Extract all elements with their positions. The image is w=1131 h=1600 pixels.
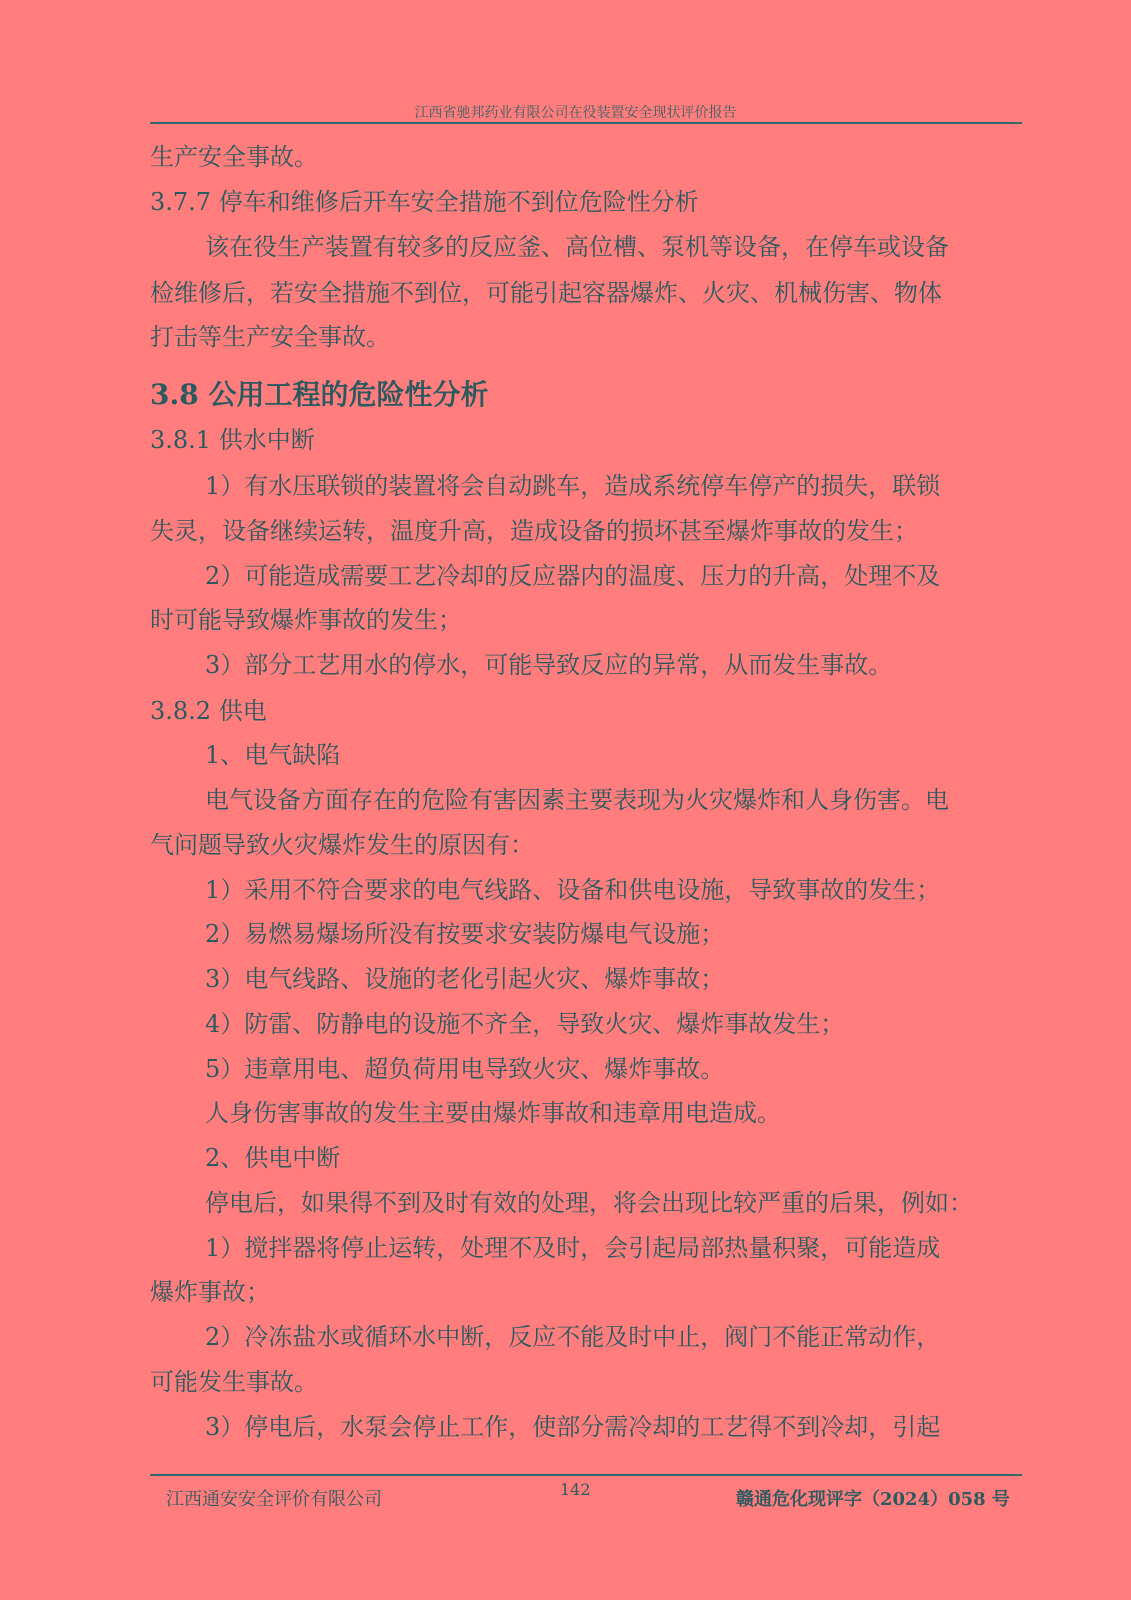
paragraph-line: 2）易燃易爆场所没有按要求安装防爆电气设施； [205, 920, 725, 948]
footer-document-number: 赣通危化现评字（2024）058 号 [736, 1489, 1010, 1510]
paragraph-line: 2）可能造成需要工艺冷却的反应器内的温度、压力的升高，处理不及 [205, 562, 941, 590]
paragraph-line: 1）采用不符合要求的电气线路、设备和供电设施，导致事故的发生； [205, 876, 941, 904]
section-heading-3-8-1: 3.8.1 供水中断 [150, 426, 315, 454]
paragraph-line: 停电后，如果得不到及时有效的处理，将会出现比较严重的后果，例如： [205, 1189, 973, 1217]
paragraph-line: 失灵，设备继续运转，温度升高，造成设备的损坏甚至爆炸事故的发生； [150, 517, 918, 545]
footer-company: 江西通安安全评价有限公司 [166, 1489, 382, 1510]
paragraph-line: 3）停电后，水泵会停止工作，使部分需冷却的工艺得不到冷却，引起 [205, 1413, 941, 1441]
paragraph-line: 2）冷冻盐水或循环水中断，反应不能及时中止，阀门不能正常动作， [205, 1323, 941, 1351]
document-body [150, 0, 1022, 1600]
paragraph-line: 3）电气线路、设施的老化引起火灾、爆炸事故； [205, 965, 725, 993]
paragraph-line: 检维修后，若安全措施不到位，可能引起容器爆炸、火灾、机械伤害、物体 [150, 279, 942, 307]
paragraph-line: 人身伤害事故的发生主要由爆炸事故和违章用电造成。 [205, 1099, 781, 1127]
page-number: 142 [560, 1480, 591, 1499]
paragraph-line: 气问题导致火灾爆炸发生的原因有： [150, 831, 534, 859]
paragraph-line: 电气设备方面存在的危险有害因素主要表现为火灾爆炸和人身伤害。电 [205, 786, 949, 814]
paragraph-line: 可能发生事故。 [150, 1368, 318, 1396]
paragraph-line: 生产安全事故。 [150, 143, 318, 171]
paragraph-line: 1、电气缺陷 [205, 741, 341, 769]
paragraph-line: 3）部分工艺用水的停水，可能导致反应的异常，从而发生事故。 [205, 651, 893, 679]
paragraph-line: 1）搅拌器将停止运转，处理不及时，会引起局部热量积聚，可能造成 [205, 1234, 941, 1262]
section-heading-3-8-2: 3.8.2 供电 [150, 697, 267, 725]
paragraph-line: 打击等生产安全事故。 [150, 323, 390, 351]
paragraph-line: 该在役生产装置有较多的反应釜、高位槽、泵机等设备，在停车或设备 [205, 233, 949, 261]
paragraph-line: 4）防雷、防静电的设施不齐全，导致火灾、爆炸事故发生； [205, 1010, 845, 1038]
paragraph-line: 2、供电中断 [205, 1144, 341, 1172]
section-heading-3-8: 3.8 公用工程的危险性分析 [150, 378, 489, 411]
section-heading-3-7-7: 3.7.7 停车和维修后开车安全措施不到位危险性分析 [150, 188, 699, 216]
paragraph-line: 时可能导致爆炸事故的发生； [150, 606, 462, 634]
footer-rule [150, 1474, 1022, 1476]
page-header-title: 江西省驰邦药业有限公司在役装置安全现状评价报告 [414, 105, 737, 121]
paragraph-line: 爆炸事故； [150, 1278, 270, 1306]
paragraph-line: 5）违章用电、超负荷用电导致火灾、爆炸事故。 [205, 1055, 725, 1083]
paragraph-line: 1）有水压联锁的装置将会自动跳车，造成系统停车停产的损失，联锁 [205, 472, 941, 500]
